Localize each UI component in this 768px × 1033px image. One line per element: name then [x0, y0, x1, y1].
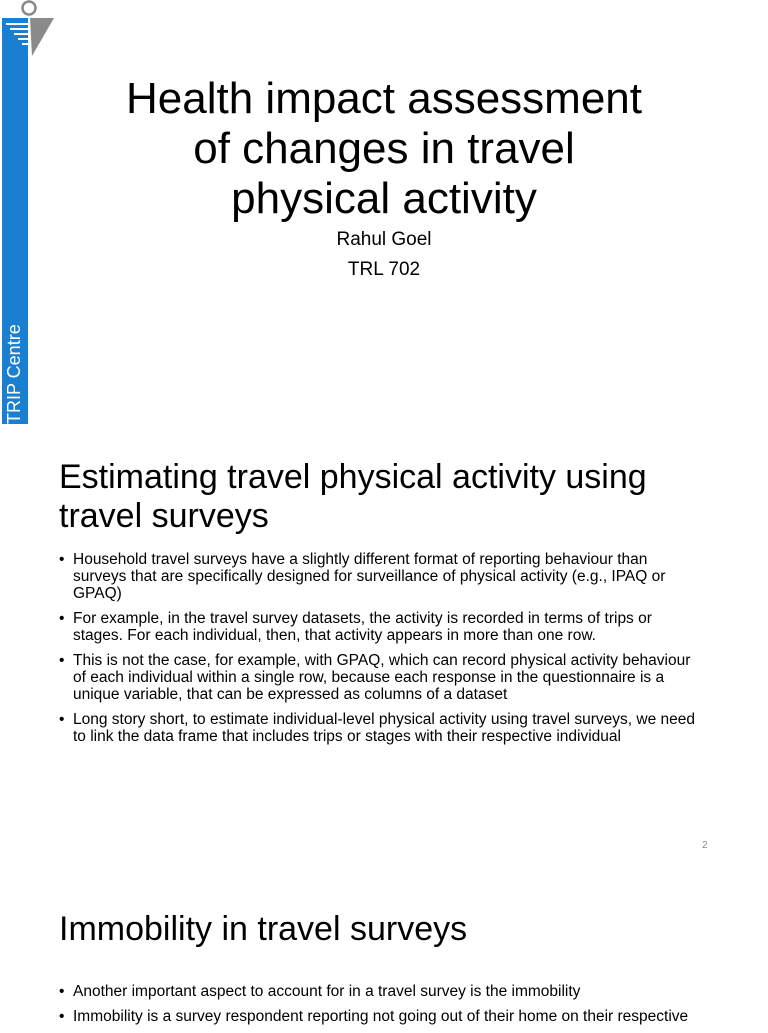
bullet-item: • This is not the case, for example, with GPAQ, which can record physical activity behaviour of each individual within a single row, because each response in the questionnaire is a unique variable, that can be expressed as columns of a dataset: [59, 652, 699, 703]
title-line: physical activity: [231, 174, 537, 223]
content-slide: [0, 864, 768, 1024]
brand-org-text: TRIP Centre: [4, 324, 24, 424]
title-slide: [0, 0, 768, 432]
bullet-item: • For example, in the travel survey datasets, the activity is recorded in terms of trips or stages. For each individual, then, that activity appears in more than one row.: [59, 610, 699, 644]
author-name: Rahul Goel: [336, 229, 432, 250]
bullet-item: • Long story short, to estimate individual-level physical activity using travel surveys, we need to link the data frame that includes trips or stages with their respective individual: [59, 711, 699, 745]
page-number: 2: [702, 840, 708, 851]
course-code: TRL 702: [347, 259, 421, 280]
trip-logo-icon: [0, 0, 60, 64]
slide-title: Estimating travel physical activity using travel surveys: [59, 458, 647, 535]
bullet-list: [59, 983, 699, 1033]
bullet-item: • Another important aspect to account for in a travel survey is the immobility: [59, 983, 699, 1000]
bullet-item: • Household travel surveys have a slightly different format of reporting behaviour than surveys that are specifically designed for surveillance of physical activity (e.g., IPAQ or GPAQ): [59, 551, 699, 602]
bullet-item: • Immobility is a survey respondent reporting not going out of their home on their respective: [59, 1008, 699, 1025]
title-line: Health impact assessment: [126, 74, 642, 123]
slide-title: Immobility in travel surveys: [59, 910, 468, 948]
content-slide: [0, 432, 768, 864]
presentation-title: [84, 74, 684, 224]
title-line: of changes in travel: [193, 124, 575, 173]
bullet-list: [59, 551, 699, 753]
